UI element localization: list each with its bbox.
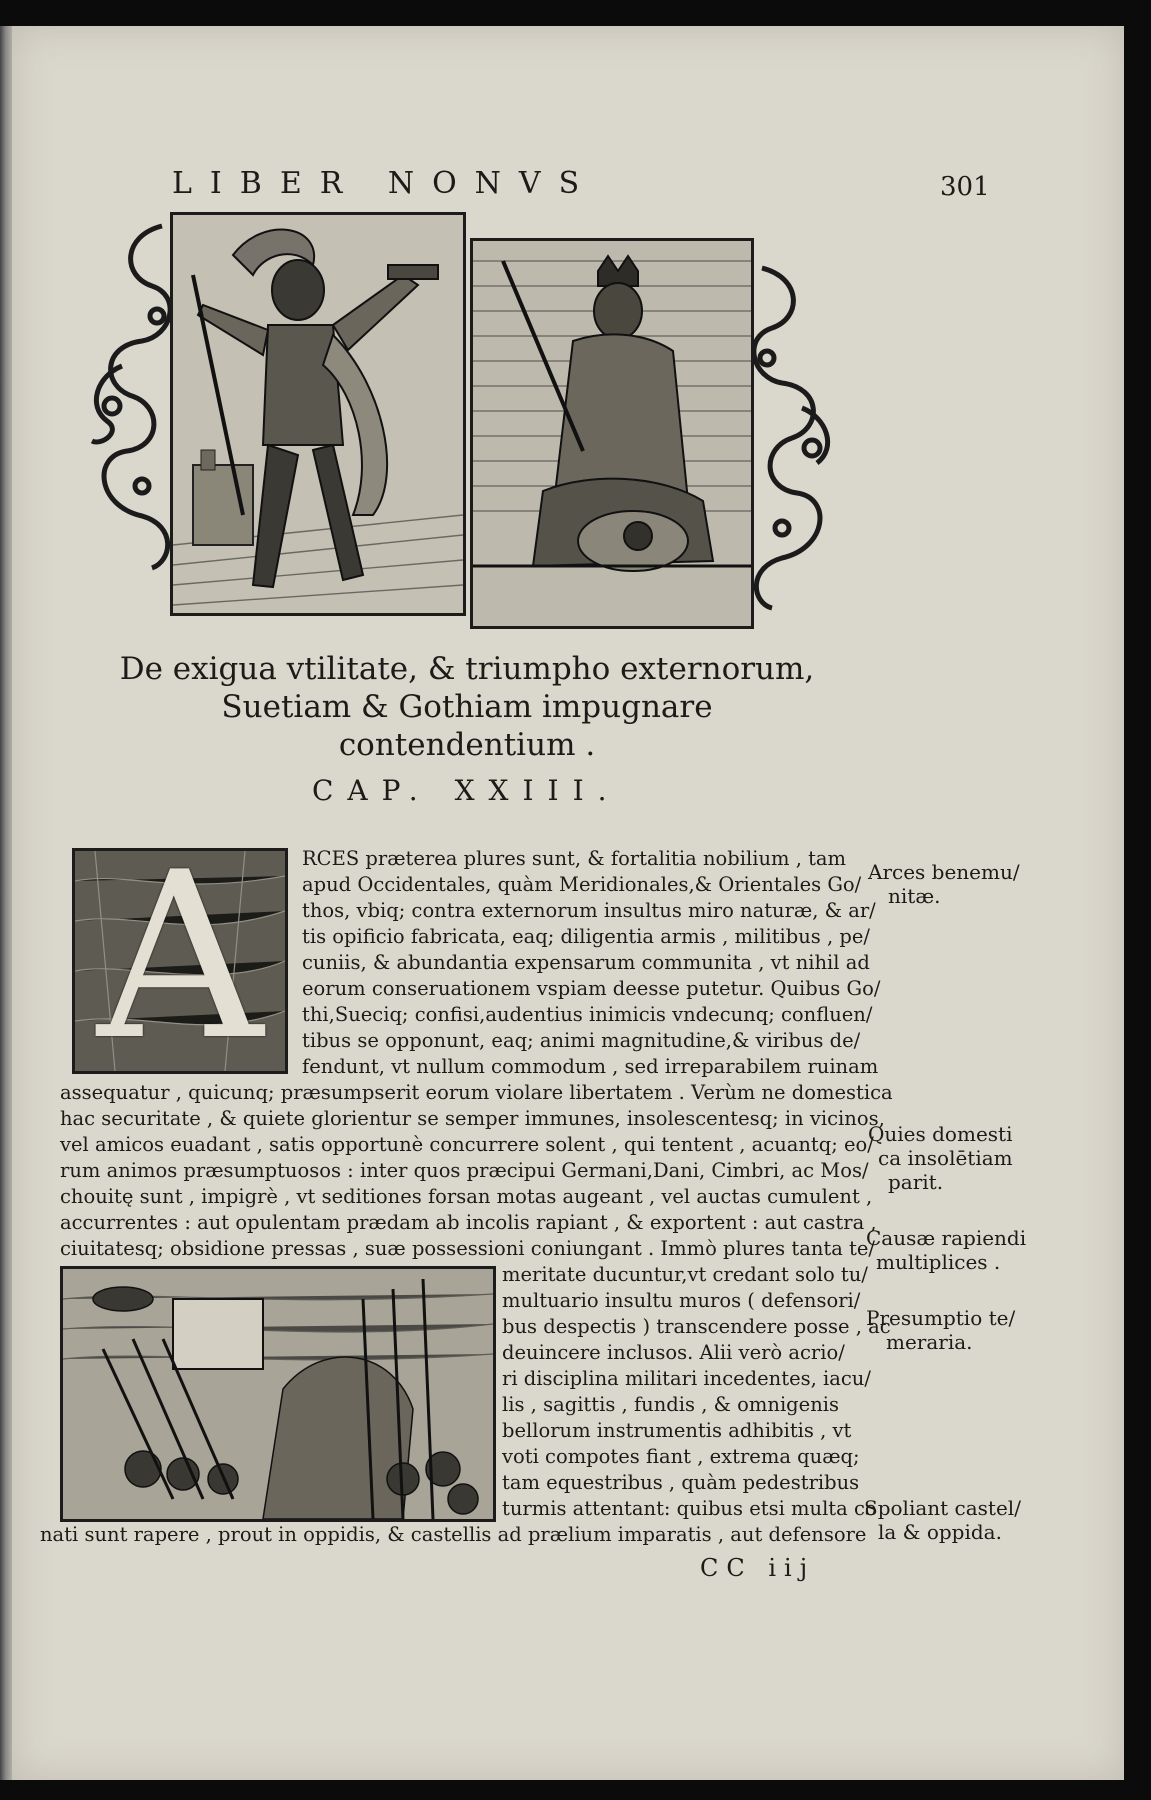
margin-note-2	[868, 1122, 1013, 1194]
body-line-27: nati sunt rapere , prout in oppidis, & castellis ad prælium imparatis , aut defensore	[40, 1523, 867, 1546]
margin-note-1-line-1: Arces benemu/	[868, 860, 1020, 884]
body-line-21: ri disciplina militari incedentes, iacu/	[502, 1367, 871, 1390]
margin-note-3-line-1: Causæ rapiendi	[866, 1226, 1027, 1250]
body-line-23: bellorum instrumentis adhibitis , vt	[502, 1419, 852, 1442]
body-line-14: chouitę sunt , impigrè , vt seditiones forsan motas augeant , vel auctas cumulent ,	[60, 1185, 873, 1208]
body-line-9: fendunt, vt nullum commodum , sed irreparabilem ruinam	[302, 1055, 879, 1078]
body-line-2: apud Occidentales, quàm Meridionales,& Orientales Go/	[302, 873, 862, 896]
margin-note-4	[866, 1306, 1015, 1354]
chapter-title	[92, 650, 842, 764]
book-page	[12, 26, 1124, 1780]
body-line-19: bus despectis ) transcendere posse , ac	[502, 1315, 891, 1338]
signature-mark: CC iij	[700, 1554, 816, 1582]
margin-note-3-line-2: multiplices .	[876, 1250, 1001, 1274]
woodcut-warrior	[170, 212, 466, 616]
woodcut-king	[470, 238, 754, 629]
body-line-3: thos, vbiq; contra externorum insultus miro naturæ, & ar/	[302, 899, 876, 922]
body-line-4: tis opificio fabricata, eaq; diligentia armis , militibus , pe/	[302, 925, 871, 948]
body-line-8: tibus se opponunt, eaq; animi magnitudine,& viribus de/	[302, 1029, 861, 1052]
margin-note-5-line-1: Spoliant castel/	[864, 1496, 1021, 1520]
chapter-title-line-1: De exigua vtilitate, & triumpho externorum,	[119, 651, 815, 687]
margin-note-4-line-1: Presumptio te/	[866, 1306, 1016, 1330]
body-line-24: voti compotes fiant , extrema quæq;	[502, 1445, 860, 1468]
chapter-number: CAP. XXIII.	[312, 774, 621, 807]
body-line-18: multuario insultu muros ( defensori/	[502, 1289, 861, 1312]
margin-note-2-line-2: ca insolētiam	[878, 1146, 1013, 1170]
chapter-title-line-2: Suetiam & Gothiam impugnare	[221, 689, 713, 725]
margin-note-1-line-2: nitæ.	[888, 884, 941, 908]
body-line-7: thi,Sueciq; confisi,audentius inimicis vndecunq; confluen/	[302, 1003, 873, 1026]
running-head: LIBER NONVS	[172, 166, 598, 201]
king-illustration	[473, 241, 751, 626]
body-line-11: hac securitate , & quiete glorientur se semper immunes, insolescentesq; in vicinos,	[60, 1107, 885, 1130]
body-line-26: turmis attentant: quibus etsi multa co	[502, 1497, 877, 1520]
body-line-22: lis , sagittis , fundis , & omnigenis	[502, 1393, 840, 1416]
margin-note-2-line-1: Quies domesti	[868, 1122, 1013, 1146]
body-line-16: ciuitatesq; obsidione pressas , suæ possessioni coniungant . Immò plures tanta te/	[60, 1237, 875, 1260]
decorated-initial	[72, 848, 288, 1074]
body-line-10: assequatur , quicunq; præsumpserit eorum violare libertatem . Verùm ne domestica	[60, 1081, 893, 1104]
margin-note-1	[868, 860, 1020, 908]
body-line-12: vel amicos euadant , satis opportunè concurrere solent , qui tentent , acuantq; eo/	[60, 1133, 874, 1156]
woodcut-siege-scene	[60, 1266, 496, 1522]
body-line-5: cuniis, & abundantia expensarum communita , vt nihil ad	[302, 951, 870, 974]
siege-illustration	[63, 1269, 493, 1519]
chapter-title-line-3: contendentium .	[338, 727, 596, 763]
body-line-20: deuincere inclusos. Alii verò acrio/	[502, 1341, 845, 1364]
right-ornamental-scroll	[742, 258, 837, 613]
page-number: 301	[940, 172, 990, 202]
margin-note-4-line-2: meraria.	[886, 1330, 973, 1354]
warrior-illustration	[173, 215, 463, 613]
body-line-17: meritate ducuntur,vt credant solo tu/	[502, 1263, 868, 1286]
margin-note-5-line-2: la & oppida.	[878, 1520, 1002, 1544]
initial-letter: A	[96, 848, 264, 1074]
body-line-6: eorum conseruationem vspiam deesse putetur. Quibus Go/	[302, 977, 881, 1000]
body-line-25: tam equestribus , quàm pedestribus	[502, 1471, 860, 1494]
body-line-1: RCES præterea plures sunt, & fortalitia nobilium , tam	[302, 847, 847, 870]
margin-note-5	[864, 1496, 1021, 1544]
body-line-15: accurrentes : aut opulentam prædam ab incolis rapiant , & exportent : aut castra ,	[60, 1211, 877, 1234]
body-line-13: rum animos præsumptuosos : inter quos præcipui Germani,Dani, Cimbri, ac Mos/	[60, 1159, 869, 1182]
margin-note-2-line-3: parit.	[888, 1170, 944, 1194]
margin-note-3	[866, 1226, 1026, 1274]
